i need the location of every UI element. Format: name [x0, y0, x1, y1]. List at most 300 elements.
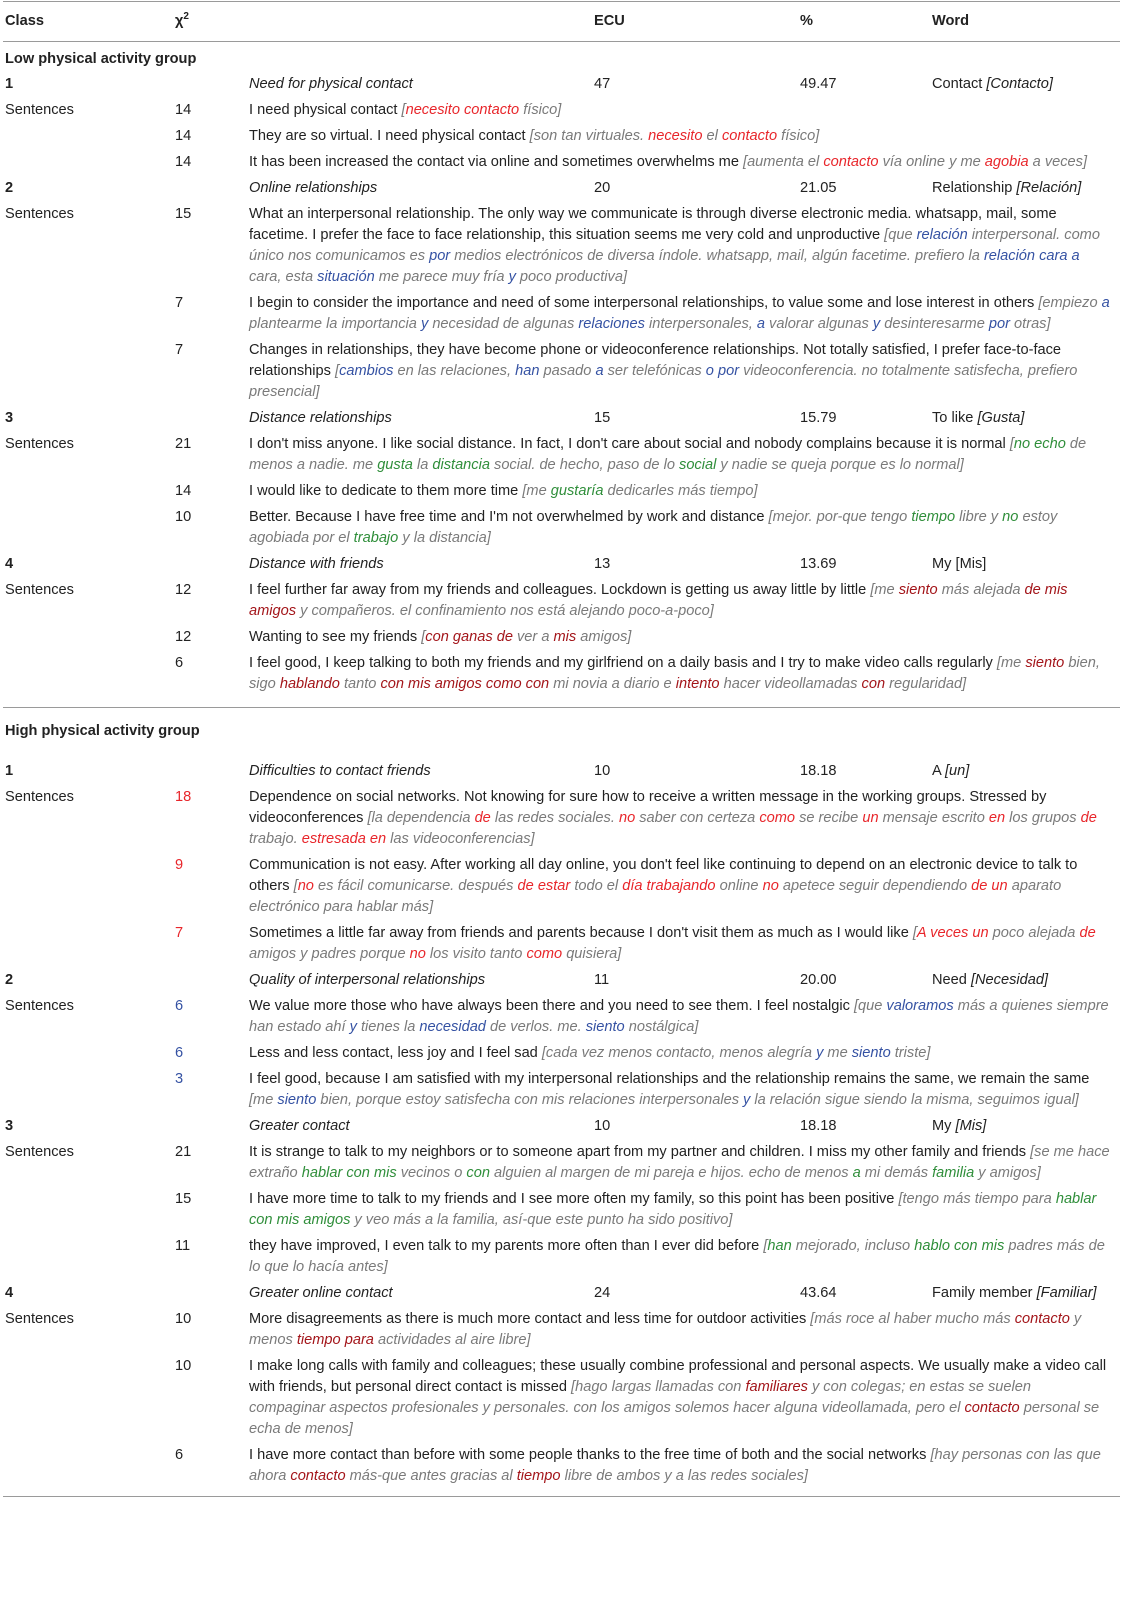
highlighted-term: siento [585, 1019, 625, 1035]
sentence-label [3, 653, 171, 695]
highlighted-term: gustaría [550, 483, 604, 499]
sentence-english: Dependence on social networks. Not knowing for sure how to receive a written message in the working groups. Stressed by videoconferences [249, 789, 1047, 826]
spanish-segment: el [702, 128, 722, 144]
sentence-label [3, 152, 171, 173]
spanish-segment: físico] [777, 128, 820, 144]
spanish-segment: [son tan virtuales. [529, 128, 649, 144]
highlighted-term: contacto [721, 128, 778, 144]
sentence-english: Better. Because I have free time and I'm not overwhelmed by work and distance [249, 509, 769, 525]
sentence-text [249, 126, 1120, 147]
word-es: [Relación] [1016, 180, 1082, 196]
sentence-spanish [421, 629, 631, 645]
spanish-segment: quisiera] [562, 946, 622, 962]
spanish-segment: bien, sigo [249, 655, 1100, 692]
spanish-segment: y compañeros. el confinamiento nos está alejando poco-a-poco] [296, 603, 714, 619]
word-en: Contact [932, 76, 983, 92]
sentence-chi-square: 6 [175, 1045, 184, 1061]
word-es: [un] [945, 763, 970, 779]
highlighted-term: de [1079, 925, 1096, 941]
highlighted-term: situación [317, 269, 375, 285]
class-word [932, 761, 1120, 782]
word-es: [Mis] [955, 1118, 987, 1134]
spanish-segment: [la dependencia [367, 810, 475, 826]
word-en: Family member [932, 1285, 1033, 1301]
sentence-chi-square: 3 [175, 1071, 184, 1087]
sentence-english: I would like to dedicate to them more time [249, 483, 523, 499]
sentence-text [249, 340, 1120, 403]
highlighted-term: un [862, 810, 879, 826]
table-body [3, 42, 1120, 1490]
sentence-english: I have more time to talk to my friends and I see more often my family, so this point has been positive [249, 1191, 899, 1207]
spanish-segment: todo el [570, 878, 623, 894]
class-ecu: 20 [594, 180, 611, 196]
highlighted-term: como [759, 810, 796, 826]
highlighted-term: estresada en [301, 831, 387, 847]
sentence-text [249, 204, 1120, 288]
header-word: Word [932, 13, 970, 29]
sentence-label [3, 1356, 171, 1440]
sentence-chi-square: 12 [175, 629, 192, 645]
sentence-text [249, 1142, 1120, 1184]
class-word [932, 554, 1120, 575]
spanish-segment: necesidad de algunas [428, 316, 579, 332]
spanish-segment: mejorado, incluso [791, 1238, 915, 1254]
class-percent: 21.05 [800, 180, 837, 196]
sentence-text [249, 996, 1120, 1038]
highlighted-term: gusta [377, 457, 413, 473]
spanish-segment: interpersonales, [644, 316, 757, 332]
spanish-segment: en las relaciones, [393, 363, 516, 379]
highlighted-term: de [474, 810, 491, 826]
class-row [3, 176, 1120, 202]
sentence-label: Sentences [5, 206, 74, 222]
highlighted-term: relaciones [578, 316, 645, 332]
sentence-english: I have more contact than before with some people thanks to the free time of both and the social networks [249, 1447, 931, 1463]
spanish-segment: poco alejada [988, 925, 1080, 941]
highlighted-term: con mis amigos como con [380, 676, 550, 692]
class-number: 3 [5, 1118, 14, 1134]
spanish-segment: más a quienes siempre han estado ahí [249, 998, 1109, 1035]
spanish-segment: triste] [890, 1045, 931, 1061]
class-name: Online relationships [249, 180, 378, 196]
sentence-row [3, 1067, 1120, 1114]
spanish-segment: las videoconferencias] [386, 831, 535, 847]
sentence-label: Sentences [5, 102, 74, 118]
spanish-segment: mi demás [860, 1165, 933, 1181]
class-row [3, 406, 1120, 432]
spanish-segment: las redes sociales. [490, 810, 619, 826]
highlighted-term: han [767, 1238, 792, 1254]
sentence-text [249, 100, 1120, 121]
sentence-label [3, 126, 171, 147]
spanish-segment: [ [421, 629, 426, 645]
spanish-segment: ser telefónicas [603, 363, 706, 379]
spanish-segment: vía online y me [878, 154, 985, 170]
spanish-segment: plantearme la importancia [249, 316, 421, 332]
class-percent: 20.00 [800, 972, 837, 988]
spanish-segment: la relación sigue siendo la misma, seguimos igual] [750, 1092, 1079, 1108]
sentence-english: they have improved, I even talk to my parents more often than I ever did before [249, 1238, 764, 1254]
sentence-text [249, 627, 1120, 648]
highlighted-term: valoramos [886, 998, 954, 1014]
highlighted-term: siento [277, 1092, 317, 1108]
sentence-english: They are so virtual. I need physical contact [249, 128, 530, 144]
sentence-chi-square: 9 [175, 857, 184, 873]
spanish-segment: ver a [512, 629, 554, 645]
sentence-label [3, 1189, 171, 1231]
class-number: 1 [5, 76, 14, 92]
spanish-segment: [tengo más tiempo para [898, 1191, 1056, 1207]
class-name: Need for physical contact [249, 76, 413, 92]
sentence-spanish [249, 363, 1077, 400]
class-percent: 18.18 [800, 763, 837, 779]
spanish-segment: [ [335, 363, 340, 379]
highlighted-term: contacto [823, 154, 879, 170]
class-name: Distance relationships [249, 410, 392, 426]
sentence-label: Sentences [5, 582, 74, 598]
highlighted-term: a [756, 316, 765, 332]
header-ecu: ECU [594, 13, 625, 29]
sentence-label [3, 340, 171, 403]
sentence-english: Communication is not easy. After working all day online, you don't feel like continuing to depend on an electronic device to talk to others [249, 857, 1078, 894]
highlighted-term: de [1080, 810, 1097, 826]
class-word [932, 408, 1120, 429]
spanish-segment: [ [293, 878, 298, 894]
spanish-segment: [que [884, 227, 917, 243]
spanish-segment: a veces] [1028, 154, 1088, 170]
sentence-spanish [522, 483, 757, 499]
spanish-segment: vecinos o [396, 1165, 467, 1181]
spanish-segment: [me [522, 483, 551, 499]
highlighted-term: relación cara a [983, 248, 1080, 264]
sentence-text [249, 787, 1120, 850]
spanish-segment: [mejor. por-que tengo [768, 509, 912, 525]
word-en: My [932, 556, 952, 572]
highlighted-term: a [1101, 295, 1110, 311]
class-word [932, 178, 1120, 199]
spanish-segment: interpersonal. como único nos comunicamos es [249, 227, 1100, 264]
class-word [932, 970, 1120, 991]
highlighted-term: agobia [984, 154, 1029, 170]
highlighted-term: hablo con mis [914, 1238, 1005, 1254]
class-ecu: 11 [594, 972, 610, 988]
spanish-segment: [se me hace extraño [249, 1144, 1110, 1181]
class-number: 2 [5, 972, 14, 988]
spanish-segment: aparato electrónico para hablar más] [249, 878, 1062, 915]
sentence-text [249, 923, 1120, 965]
sentence-english: Wanting to see my friends [249, 629, 422, 645]
highlighted-term: mis [553, 629, 577, 645]
sentence-row [3, 1307, 1120, 1354]
spanish-segment: regularidad] [885, 676, 967, 692]
highlighted-term: familiares [745, 1379, 808, 1395]
highlighted-term: familia [932, 1165, 975, 1181]
sentence-label: Sentences [5, 436, 74, 452]
sentence-english: It has been increased the contact via online and sometimes overwhelms me [249, 154, 744, 170]
highlighted-term: a [852, 1165, 861, 1181]
sentence-chi-square: 10 [175, 1358, 192, 1374]
spanish-segment: videoconferencia. no totalmente satisfecha, prefiero presencial] [249, 363, 1078, 400]
highlighted-term: social [679, 457, 717, 473]
highlighted-term: no [762, 878, 779, 894]
spanish-segment: la [412, 457, 433, 473]
sentence-english: I make long calls with family and colleagues; these usually combine professional and personal aspects. We usually make a video call with friends, but personal direct contact is missed [249, 1358, 1107, 1395]
spanish-segment: me [823, 1045, 852, 1061]
sentence-label: Sentences [5, 1311, 74, 1327]
highlighted-term: en [988, 810, 1006, 826]
sentence-text [249, 481, 1120, 502]
table-bottom-rule [3, 1496, 1120, 1497]
spanish-segment: nostálgica] [624, 1019, 699, 1035]
sentence-text [249, 1445, 1120, 1487]
word-en: To like [932, 410, 974, 426]
highlighted-term: siento [1025, 655, 1065, 671]
class-word [932, 74, 1120, 95]
sentence-row [3, 853, 1120, 921]
spanish-segment: tienes la [356, 1019, 420, 1035]
sentence-text [249, 507, 1120, 549]
sentence-english: What an interpersonal relationship. The only way we communicate is through diverse electronic media. whatsapp, mail, some facetime. I prefer the face to face relationship, this situation seems me very cold and unproductive [249, 206, 1057, 243]
class-name: Greater contact [249, 1118, 350, 1134]
spanish-segment: [ [763, 1238, 768, 1254]
highlighted-term: con ganas de [425, 629, 513, 645]
class-name: Distance with friends [249, 556, 384, 572]
spanish-segment: de verlos. me. [485, 1019, 586, 1035]
class-row [3, 72, 1120, 98]
class-name: Difficulties to contact friends [249, 763, 431, 779]
spanish-segment: los visito tanto [425, 946, 527, 962]
sentence-row [3, 625, 1120, 651]
spanish-segment: y la distancia] [398, 530, 491, 546]
header-class: Class [5, 13, 44, 29]
highlighted-term: de mis amigos [249, 582, 1068, 619]
sentence-spanish [402, 102, 562, 118]
sentence-english: I feel good, I keep talking to both my friends and my girlfriend on a daily basis and I try to make video calls regularly [249, 655, 997, 671]
word-es: [Mis] [955, 556, 987, 572]
sentence-text [249, 1309, 1120, 1351]
spanish-segment: y veo más a la familia, así-que este punto ha sido positivo] [350, 1212, 733, 1228]
sentence-chi-square: 7 [175, 295, 184, 311]
class-ecu: 24 [594, 1285, 611, 1301]
sentence-spanish [743, 154, 1087, 170]
sentence-english: I feel good, because I am satisfied with my interpersonal relationships and the relationship remains the same, we remain the same [249, 1071, 1090, 1087]
table-header [3, 1, 1120, 42]
spanish-segment: me parece muy fría [374, 269, 509, 285]
highlighted-term: con [466, 1165, 490, 1181]
sentence-label [3, 481, 171, 502]
class-ecu: 10 [594, 763, 611, 779]
sentence-row [3, 505, 1120, 552]
sentence-spanish [530, 128, 820, 144]
highlighted-term: de un [971, 878, 1008, 894]
sentence-text [249, 1043, 1120, 1064]
spanish-segment: medios electrónicos de diversa índole. whatsapp, mail, algún facetime. prefiero la [450, 248, 984, 264]
spanish-segment: de menos a nadie. me [249, 436, 1087, 473]
highlighted-term: como [526, 946, 563, 962]
sentence-english: I don't miss anyone. I like social distance. In fact, I don't care about social and nobody complains because it is normal [249, 436, 1010, 452]
class-percent: 49.47 [800, 76, 837, 92]
sentence-text [249, 1236, 1120, 1278]
class-number: 4 [5, 1285, 14, 1301]
spanish-segment: [me [996, 655, 1026, 671]
sentence-spanish [249, 810, 1097, 847]
highlighted-term: de estar [517, 878, 571, 894]
spanish-segment: [que [853, 998, 887, 1014]
spanish-segment: [hay personas con las que ahora [249, 1447, 1101, 1484]
sentence-english: Changes in relationships, they have become phone or videoconference relationships. Not totally satisfied, I prefer face-to-face relationships [249, 342, 1062, 379]
sentence-text [249, 855, 1120, 918]
spanish-segment: y nadie se queja porque es lo normal] [716, 457, 964, 473]
sentence-english: Less and less contact, less joy and I feel sad [249, 1045, 542, 1061]
sentence-label [3, 507, 171, 549]
word-es: [Necesidad] [970, 972, 1049, 988]
class-percent: 18.18 [800, 1118, 837, 1134]
spanish-segment: y amigos] [974, 1165, 1041, 1181]
sentence-row [3, 1041, 1120, 1067]
class-name: Greater online contact [249, 1285, 393, 1301]
class-row [3, 1281, 1120, 1307]
spanish-segment: valorar algunas [764, 316, 873, 332]
highlighted-term: no [1002, 509, 1019, 525]
highlighted-term: y [420, 316, 429, 332]
spanish-segment: y menos [249, 1311, 1082, 1348]
sentence-text [249, 653, 1120, 695]
class-ecu: 10 [594, 1118, 611, 1134]
spanish-segment: es fácil comunicarse. después [313, 878, 518, 894]
spanish-segment: [más roce al haber mucho más [810, 1311, 1015, 1327]
header-chi-square: $\chi^2$ [175, 11, 189, 29]
word-en: My [932, 1118, 952, 1134]
spanish-segment: [ [912, 925, 917, 941]
sentence-label [3, 1069, 171, 1111]
spanish-segment: [ [1009, 436, 1014, 452]
sentence-row [3, 785, 1120, 853]
highlighted-term: y [816, 1045, 824, 1061]
highlighted-term: por [988, 316, 1010, 332]
sentence-label: Sentences [5, 1144, 74, 1160]
spanish-segment: bien, porque estoy satisfecha con mis relaciones interpersonales [316, 1092, 744, 1108]
highlighted-term: echo [1030, 436, 1066, 452]
highlighted-term: hablar con mis [301, 1165, 397, 1181]
highlighted-term: tiempo [516, 1468, 561, 1484]
class-word [932, 1116, 1120, 1137]
sentence-chi-square: 21 [175, 1144, 192, 1160]
sentence-english: I need physical contact [249, 102, 402, 118]
class-row [3, 968, 1120, 994]
highlighted-term: necesito contacto [405, 102, 520, 118]
sentence-label [3, 1043, 171, 1064]
highlighted-term: con [861, 676, 886, 692]
sentence-text [249, 293, 1120, 335]
sentence-english: We value more those who have always been there and you need to see them. I feel nostalgic [249, 998, 854, 1014]
highlighted-term: y [743, 1092, 751, 1108]
sentence-text [249, 580, 1120, 622]
sentence-row [3, 432, 1120, 479]
spanish-segment: amigos] [576, 629, 632, 645]
class-row [3, 552, 1120, 578]
highlighted-term: a [595, 363, 604, 379]
spanish-segment: alguien al margen de mi pareja e hijos. echo de menos [489, 1165, 853, 1181]
sentence-chi-square: 12 [175, 582, 192, 598]
sentence-row [3, 338, 1120, 406]
class-ecu: 47 [594, 76, 611, 92]
sentence-english: It is strange to talk to my neighbors or to someone apart from my partner and children. I miss my other family and friends [249, 1144, 1031, 1160]
group-title: Low physical activity group [5, 51, 197, 67]
highlighted-term: tiempo [911, 509, 956, 525]
sentence-row [3, 1187, 1120, 1234]
spanish-segment: trabajo. [249, 831, 302, 847]
spanish-segment: saber con certeza [635, 810, 760, 826]
sentence-spanish [542, 1045, 931, 1061]
spanish-segment: actividades al aire libre] [373, 1332, 531, 1348]
class-ecu: 13 [594, 556, 611, 572]
highlighted-term: siento [851, 1045, 891, 1061]
sentence-row [3, 1443, 1120, 1490]
class-row [3, 1114, 1120, 1140]
spanish-segment: [me [249, 1092, 278, 1108]
sentence-spanish [249, 878, 1061, 915]
highlighted-term: contacto [1014, 1311, 1070, 1327]
spanish-segment: cara, esta [249, 269, 318, 285]
class-word [932, 1283, 1120, 1304]
sentence-chi-square: 6 [175, 655, 184, 671]
sentence-label [3, 1445, 171, 1487]
sentence-row [3, 1354, 1120, 1443]
spanish-segment: y con colegas; en estas se suelen compaginar aspectos profesionales y personales. con los amigos solemos hacer alguna videollamada, pero el [249, 1379, 1032, 1416]
spanish-segment: pasado [539, 363, 596, 379]
highlighted-term: día trabajando [622, 878, 716, 894]
spanish-segment: se recibe [795, 810, 863, 826]
sentence-row [3, 150, 1120, 176]
sentence-chi-square: 10 [175, 509, 192, 525]
sentence-english: I feel further far away from my friends and colleagues. Lockdown is getting us away little by little [249, 582, 871, 598]
spanish-segment: más-que antes gracias al [345, 1468, 517, 1484]
highlighted-term: hablando [279, 676, 340, 692]
sentence-row [3, 291, 1120, 338]
highlighted-term: han [515, 363, 540, 379]
highlighted-term: y [349, 1019, 357, 1035]
highlighted-term: no [618, 810, 636, 826]
spanish-segment: [cada vez menos contacto, menos alegría [541, 1045, 817, 1061]
sentence-english: I begin to consider the importance and need of some interpersonal relationships, to value some and lose interest in others [249, 295, 1039, 311]
highlighted-term: tiempo para [296, 1332, 374, 1348]
class-percent: 15.79 [800, 410, 837, 426]
sentence-label [3, 923, 171, 965]
class-number: 1 [5, 763, 14, 779]
sentence-label: Sentences [5, 998, 74, 1014]
class-percent: 43.64 [800, 1285, 837, 1301]
sentence-label [3, 293, 171, 335]
sentence-chi-square: 7 [175, 342, 184, 358]
highlighted-term: no [409, 946, 426, 962]
sentence-row [3, 578, 1120, 625]
sentence-row [3, 994, 1120, 1041]
sentence-english: More disagreements as there is much more contact and less time for outdoor activities [249, 1311, 811, 1327]
highlighted-term: por [429, 248, 451, 264]
sentence-text [249, 152, 1120, 173]
header-percent: % [800, 13, 813, 29]
class-number: 2 [5, 180, 14, 196]
spanish-segment: poco productiva] [515, 269, 628, 285]
sentence-chi-square: 14 [175, 483, 192, 499]
sentence-text [249, 1356, 1120, 1440]
sentence-label [3, 627, 171, 648]
sentence-spanish [249, 1092, 1079, 1108]
spanish-segment: [ [401, 102, 406, 118]
highlighted-term: distancia [432, 457, 490, 473]
highlighted-term: necesidad [419, 1019, 486, 1035]
highlighted-term: contacto [290, 1468, 346, 1484]
